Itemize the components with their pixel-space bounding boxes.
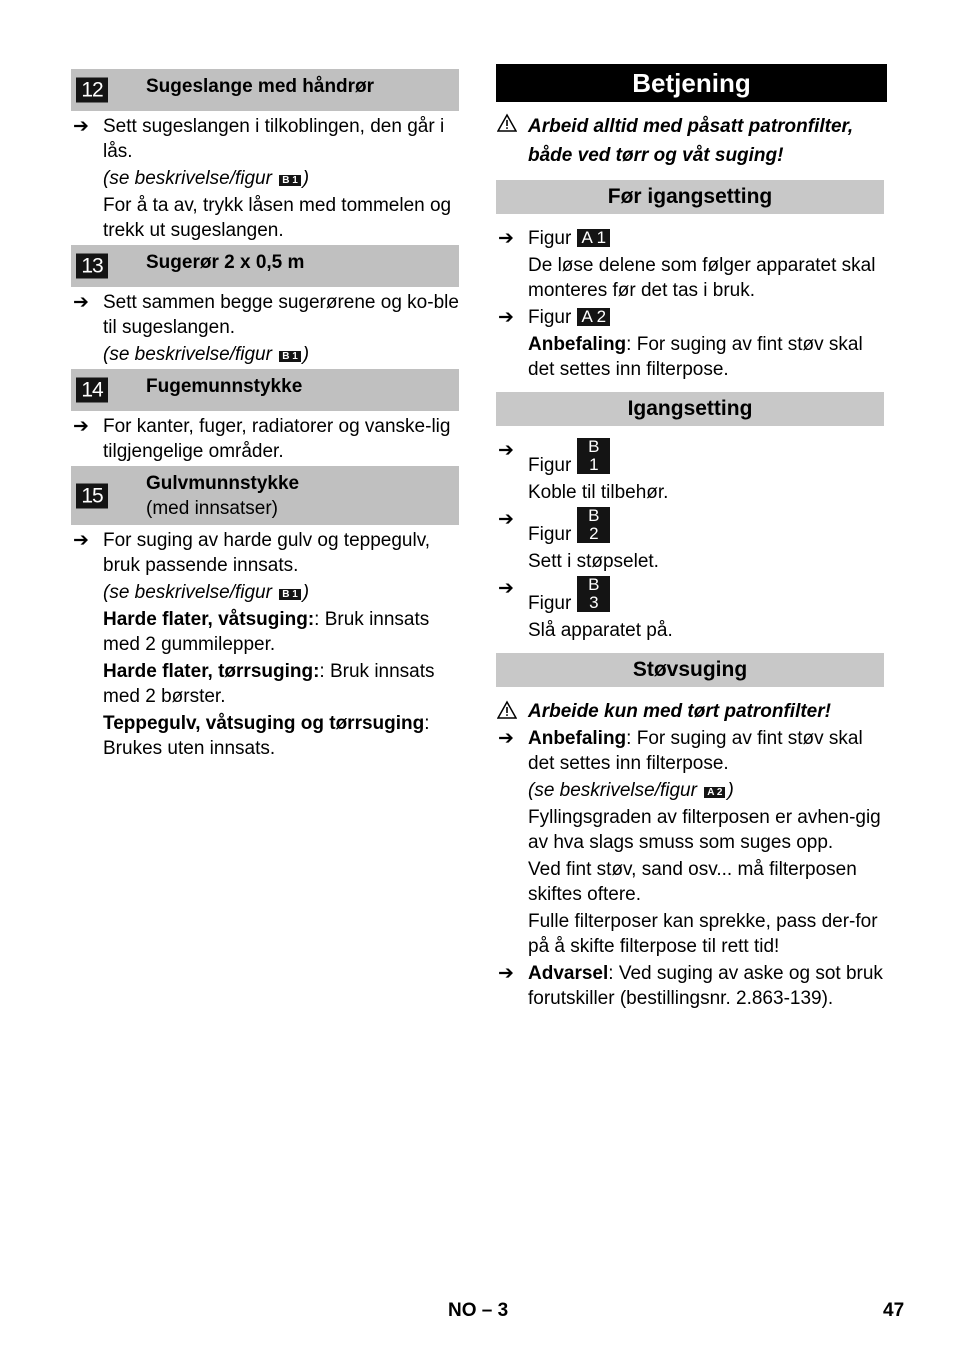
figure-reference: (se beskrivelse/figur A 2 ) [528, 780, 734, 801]
arrow-right-icon: ➔ [73, 416, 89, 437]
section-title: Gulvmunnstykke [146, 473, 300, 494]
page-number: 47 [883, 1300, 905, 1321]
list-item [496, 226, 887, 303]
item-text: Advarsel: Ved suging av aske og sot bruk forutskiller (bestillingsnr. 2.863-139). [528, 963, 883, 1009]
subsection-heading: Igangsetting [496, 392, 884, 426]
section-number-badge: 13 [76, 254, 108, 279]
list-item [496, 438, 887, 505]
arrow-right-icon: ➔ [73, 292, 89, 313]
section-number-badge: 15 [76, 483, 108, 508]
item-text: Sett sammen begge sugerørene og ko-ble til sugeslangen. [103, 292, 459, 338]
figure-reference: (se beskrivelse/figur B 1 ) [103, 344, 310, 365]
item-text: Harde flater, våtsuging:: Bruk innsats med 2 gummilepper. [103, 609, 430, 655]
list-item [71, 414, 459, 464]
section-subtitle: (med innsatser) [146, 498, 278, 519]
arrow-right-icon: ➔ [498, 963, 514, 984]
list-item [496, 305, 887, 382]
arrow-right-icon: ➔ [498, 578, 514, 599]
figure-line: FigurB 2 [528, 507, 887, 547]
item-text: Slå apparatet på. [528, 620, 673, 641]
subsection-heading: Støvsuging [496, 653, 884, 687]
item-text: Teppegulv, våtsuging og tørrsuging: Brukes uten innsats. [103, 713, 430, 759]
warning-item [496, 699, 887, 724]
arrow-right-icon: ➔ [498, 440, 514, 461]
arrow-right-icon: ➔ [73, 116, 89, 137]
list-item [71, 114, 459, 243]
item-text: De løse delene som følger apparatet skal monteres før det tas i bruk. [528, 255, 876, 301]
figure-badge: A 2 [577, 308, 610, 326]
item-text: For å ta av, trykk låsen med tommelen og trekk ut sugeslangen. [103, 195, 452, 241]
figure-badge: B 1 [577, 438, 610, 474]
right-column [496, 64, 887, 1013]
figure-badge: B 1 [279, 589, 301, 600]
arrow-right-icon: ➔ [498, 728, 514, 749]
item-text: For suging av harde gulv og teppegulv, bruk passende innsats. [103, 530, 431, 576]
section-number-badge: 12 [76, 78, 108, 103]
figure-badge: B 2 [577, 507, 610, 543]
list-item [496, 576, 887, 643]
item-text: Koble til tilbehør. [528, 482, 669, 503]
figure-badge: B 3 [577, 576, 610, 612]
section-title: Fugemunnstykke [146, 376, 303, 397]
item-text: For kanter, fuger, radiatorer og vanske-lig tilgjengelige områder. [103, 416, 451, 462]
list-item [496, 507, 887, 574]
warning-text: Arbeide kun med tørt patronfilter! [528, 701, 831, 722]
section-title: Sugerør 2 x 0,5 m [146, 252, 305, 273]
left-column [71, 69, 459, 763]
figure-badge: B 1 [279, 175, 301, 186]
list-item [71, 290, 459, 367]
figure-reference: (se beskrivelse/figur B 1 ) [103, 168, 310, 189]
warning-item [496, 112, 887, 170]
list-item [496, 961, 887, 1011]
list-item [71, 528, 459, 761]
section-title: Sugeslange med håndrør [146, 76, 375, 97]
figure-line: FigurB 1 [528, 438, 887, 478]
item-text: Anbefaling: For suging av fint støv skal det settes inn filterpose. [528, 334, 863, 380]
section-13-header [71, 245, 459, 287]
arrow-right-icon: ➔ [498, 228, 514, 249]
item-text: Fyllingsgraden av filterposen er avhen-gig av hva slags smuss som suges opp. [528, 807, 881, 853]
item-text: Sett i støpselet. [528, 551, 659, 572]
warning-text: Arbeid alltid med påsatt patronfilter, både ved tørr og våt suging! [528, 116, 854, 166]
figure-badge: B 1 [279, 351, 301, 362]
arrow-right-icon: ➔ [498, 509, 514, 530]
item-text: Ved fint støv, sand osv... må filterposen skiftes oftere. [528, 859, 857, 905]
warning-triangle-icon [497, 113, 517, 133]
item-text: Anbefaling: For suging av fint støv skal det settes inn filterpose. [528, 728, 863, 774]
item-text: Harde flater, tørrsuging:: Bruk innsats med 2 børster. [103, 661, 435, 707]
section-14-header [71, 369, 459, 411]
figure-badge: A 1 [577, 229, 610, 247]
item-text: Sett sugeslangen i tilkoblingen, den går i lås. [103, 116, 445, 162]
figure-line: Figur A 2 [528, 305, 887, 330]
footer-section-label: NO – 3 [448, 1300, 509, 1321]
list-item [496, 726, 887, 959]
chapter-heading: Betjening [496, 64, 887, 102]
item-text: Fulle filterposer kan sprekke, pass der-for på å skifte filterpose til rett tid! [528, 911, 878, 957]
arrow-right-icon: ➔ [498, 307, 514, 328]
figure-badge: A 2 [704, 787, 725, 798]
warning-triangle-icon [497, 700, 517, 720]
figure-line: Figur A 1 [528, 226, 887, 251]
arrow-right-icon: ➔ [73, 530, 89, 551]
subsection-heading: Før igangsetting [496, 180, 884, 214]
section-number-badge: 14 [76, 378, 108, 403]
figure-reference: (se beskrivelse/figur B 1 ) [103, 582, 310, 603]
section-15-header [71, 466, 459, 525]
figure-line: FigurB 3 [528, 576, 887, 616]
section-12-header [71, 69, 459, 111]
